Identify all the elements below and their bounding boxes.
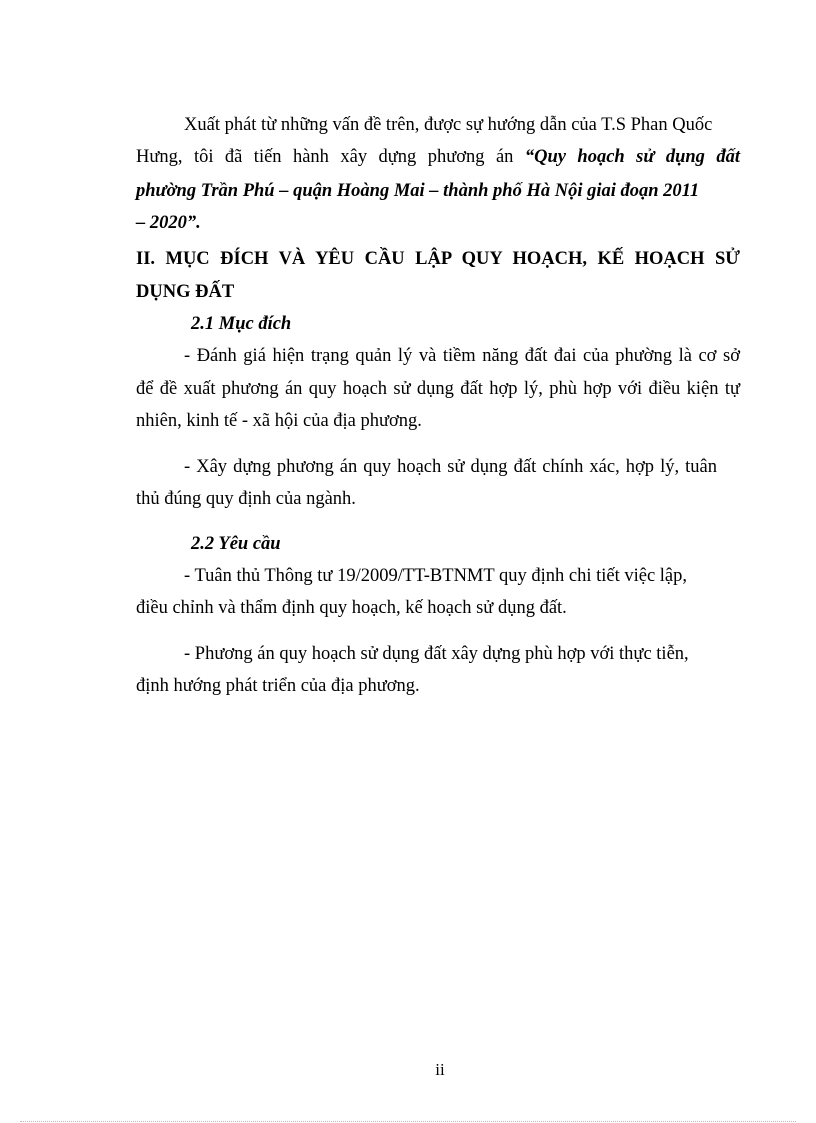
intro-line-1: Xuất phát từ những vấn đề trên, được sự hướng dẫn của T.S Phan Quốc [184,115,713,135]
intro-line-2-plain: Hưng, tôi đã tiến hành xây dựng phương án [136,147,514,167]
section-heading-line-1: II. MỤC ĐÍCH VÀ YÊU CẦU LẬP QUY HOẠCH, KẾ HOẠCH SỬ [136,249,740,269]
page-bottom-divider [20,1121,796,1122]
section-heading-line-2: DỤNG ĐẤT [136,282,235,302]
subsection-title-muc-dich: 2.1 Mục đích [191,314,292,334]
sub1-p1-line-2: để đề xuất phương án quy hoạch sử dụng đất hợp lý, phù hợp với điều kiện tự [136,379,740,399]
sub1-p2-line-2: thủ đúng quy định của ngành. [136,489,356,509]
sub1-p1-line-1: - Đánh giá hiện trạng quản lý và tiềm năng đất đai của phường là cơ sở [184,346,740,366]
sub1-p2-line-1: - Xây dựng phương án quy hoạch sử dụng đất chính xác, hợp lý, tuân [184,457,717,477]
sub2-p1-line-1: - Tuân thủ Thông tư 19/2009/TT-BTNMT quy định chi tiết việc lập, [184,566,688,586]
intro-line-4: – 2020”. [136,213,201,233]
sub2-p2-line-1: - Phương án quy hoạch sử dụng đất xây dựng phù hợp với thực tiễn, [184,644,689,664]
intro-line-2 [136,146,740,168]
intro-line-2-title: “Quy hoạch sử dụng đất [524,147,741,167]
sub1-p1-line-3: nhiên, kinh tế - xã hội của địa phương. [136,411,422,431]
sub2-p1-line-2: điều chỉnh và thẩm định quy hoạch, kế hoạch sử dụng đất. [136,598,567,618]
sub2-p2-line-2: định hướng phát triển của địa phương. [136,676,420,696]
subsection-title-yeu-cau: 2.2 Yêu cầu [191,534,281,554]
page-number: ii [435,1060,445,1079]
intro-line-3: phường Trần Phú – quận Hoàng Mai – thành phố Hà Nội giai đoạn 2011 [136,181,700,201]
